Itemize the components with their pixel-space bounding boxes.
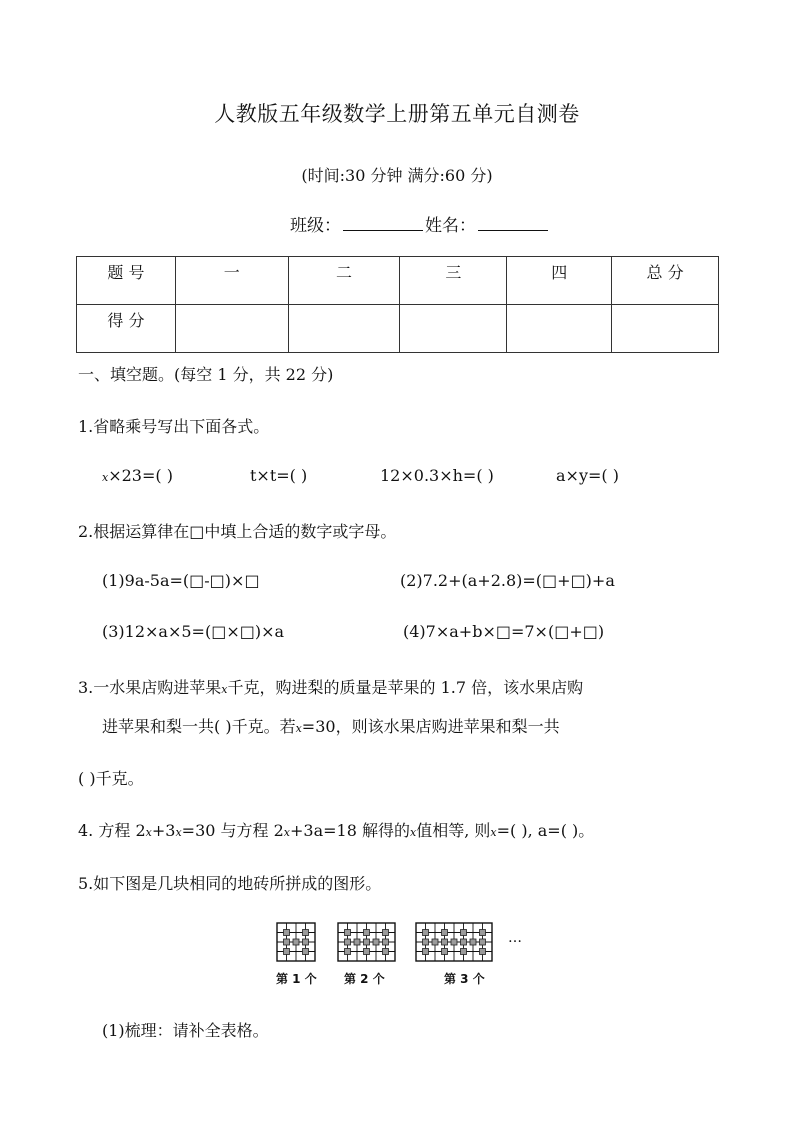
tile-pattern-figure [276, 922, 536, 996]
variable-x: x [145, 826, 152, 839]
tile-square [303, 949, 309, 955]
q3-text-part: =30，则该水果店购进苹果和梨一共 [301, 717, 560, 736]
question-2-text: 2.根据运算律在□中填上合适的数字或字母。 [78, 522, 397, 541]
tile-figure-3 [416, 923, 492, 961]
tile-figure-1 [277, 923, 315, 961]
tile-square [303, 930, 309, 936]
q3-text-part: 进苹果和梨一共( )千克。若 [102, 717, 296, 736]
score-cell[interactable] [175, 305, 288, 353]
q4-text-part: +3a=18 解得的 [290, 821, 410, 840]
question-2-item-3: (3)12×a×5=(□×□)×a [102, 622, 285, 641]
tile-square [461, 930, 467, 936]
tile-square [461, 939, 467, 945]
score-cell[interactable] [288, 305, 400, 353]
tile-square [345, 930, 351, 936]
page-title: 人教版五年级数学上册第五单元自测卷 [214, 102, 580, 126]
tile-square [442, 949, 448, 955]
tile-square [383, 930, 389, 936]
question-4-text [78, 818, 594, 841]
score-cell[interactable] [400, 305, 507, 353]
tile-square [354, 939, 360, 945]
score-header-cell: 一 [175, 257, 288, 305]
student-info [290, 211, 550, 236]
variable-x: x [221, 683, 228, 696]
score-header-cell: 四 [507, 257, 612, 305]
tile-square [442, 939, 448, 945]
tile-square [293, 939, 299, 945]
score-cell[interactable] [507, 305, 612, 353]
tile-square [364, 949, 370, 955]
tile-square [461, 949, 467, 955]
tile-square [423, 930, 429, 936]
figure-label-3: 第 3 个 [444, 972, 485, 986]
tile-square [284, 930, 290, 936]
q4-text-part: =( ), a=( )。 [496, 821, 595, 840]
score-table [76, 256, 719, 353]
class-label: 班级： [290, 216, 341, 236]
q4-text-part: 值相等, 则 [416, 821, 491, 840]
name-blank[interactable] [478, 216, 548, 231]
tile-square [284, 939, 290, 945]
tile-square [364, 939, 370, 945]
figure-label-2: 第 2 个 [344, 972, 385, 986]
tile-square [442, 930, 448, 936]
tile-square [423, 939, 429, 945]
variable-x: x [102, 471, 109, 484]
score-header-cell: 三 [400, 257, 507, 305]
variable-x: x [283, 826, 290, 839]
score-header-cell: 二 [288, 257, 400, 305]
tile-square [480, 949, 486, 955]
question-1-item-3: 12×0.3×h=( ) [380, 466, 494, 485]
question-1-item-1 [102, 466, 173, 485]
figure-ellipsis: … [508, 930, 522, 946]
tile-square [480, 930, 486, 936]
question-5-text: 5.如下图是几块相同的地砖所拼成的图形。 [78, 874, 382, 893]
tile-figure-2 [338, 923, 395, 961]
tile-square [383, 949, 389, 955]
score-row-label: 得 分 [77, 305, 176, 353]
section-1-heading: 一、填空题。(每空 1 分，共 22 分) [78, 365, 334, 384]
tile-square [284, 949, 290, 955]
variable-x: x [175, 826, 182, 839]
tile-square [303, 939, 309, 945]
name-label: 姓名： [425, 216, 476, 236]
figure-label-1: 第 1 个 [276, 972, 317, 986]
tile-square [480, 939, 486, 945]
question-5-sub-1: (1)梳理：请补全表格。 [102, 1021, 269, 1040]
tile-square [423, 949, 429, 955]
score-table-score-row [77, 305, 719, 353]
question-1-item-2: t×t=( ) [250, 466, 308, 485]
q3-text-part: 3.一水果店购进苹果 [78, 678, 222, 697]
score-header-cell: 题 号 [77, 257, 176, 305]
tile-square [432, 939, 438, 945]
tile-square [470, 939, 476, 945]
question-3-line-2 [102, 714, 560, 737]
question-3-line-3: ( )千克。 [78, 769, 144, 788]
tile-square [451, 939, 457, 945]
variable-x: x [295, 722, 302, 735]
variable-x: x [409, 826, 417, 839]
question-2-item-1: (1)9a-5a=(□-□)×□ [102, 571, 260, 590]
q1-item-1-text: ×23=( ) [108, 466, 173, 485]
score-table-header-row [77, 257, 719, 305]
tile-square [373, 939, 379, 945]
question-1-item-4: a×y=( ) [556, 466, 619, 485]
score-cell[interactable] [612, 305, 719, 353]
score-header-cell: 总 分 [612, 257, 719, 305]
q4-text-part: +3 [151, 821, 176, 840]
question-2-item-2: (2)7.2+(a+2.8)=(□+□)+a [400, 571, 615, 590]
question-2-item-4: (4)7×a+b×□=7×(□+□) [403, 622, 605, 641]
exam-subtitle: (时间:30 分钟 满分:60 分) [301, 166, 493, 185]
tile-square [364, 930, 370, 936]
question-3-line-1 [78, 675, 583, 698]
q4-text-part: 4. 方程 2 [78, 821, 146, 840]
question-1-text: 1.省略乘号写出下面各式。 [78, 417, 270, 436]
q3-text-part: 千克，购进梨的质量是苹果的 1.7 倍，该水果店购 [227, 678, 584, 697]
tile-square [383, 939, 389, 945]
class-blank[interactable] [343, 216, 423, 231]
q4-text-part: =30 与方程 2 [181, 821, 284, 840]
tile-square [345, 939, 351, 945]
tile-square [345, 949, 351, 955]
variable-x: x [490, 826, 497, 839]
